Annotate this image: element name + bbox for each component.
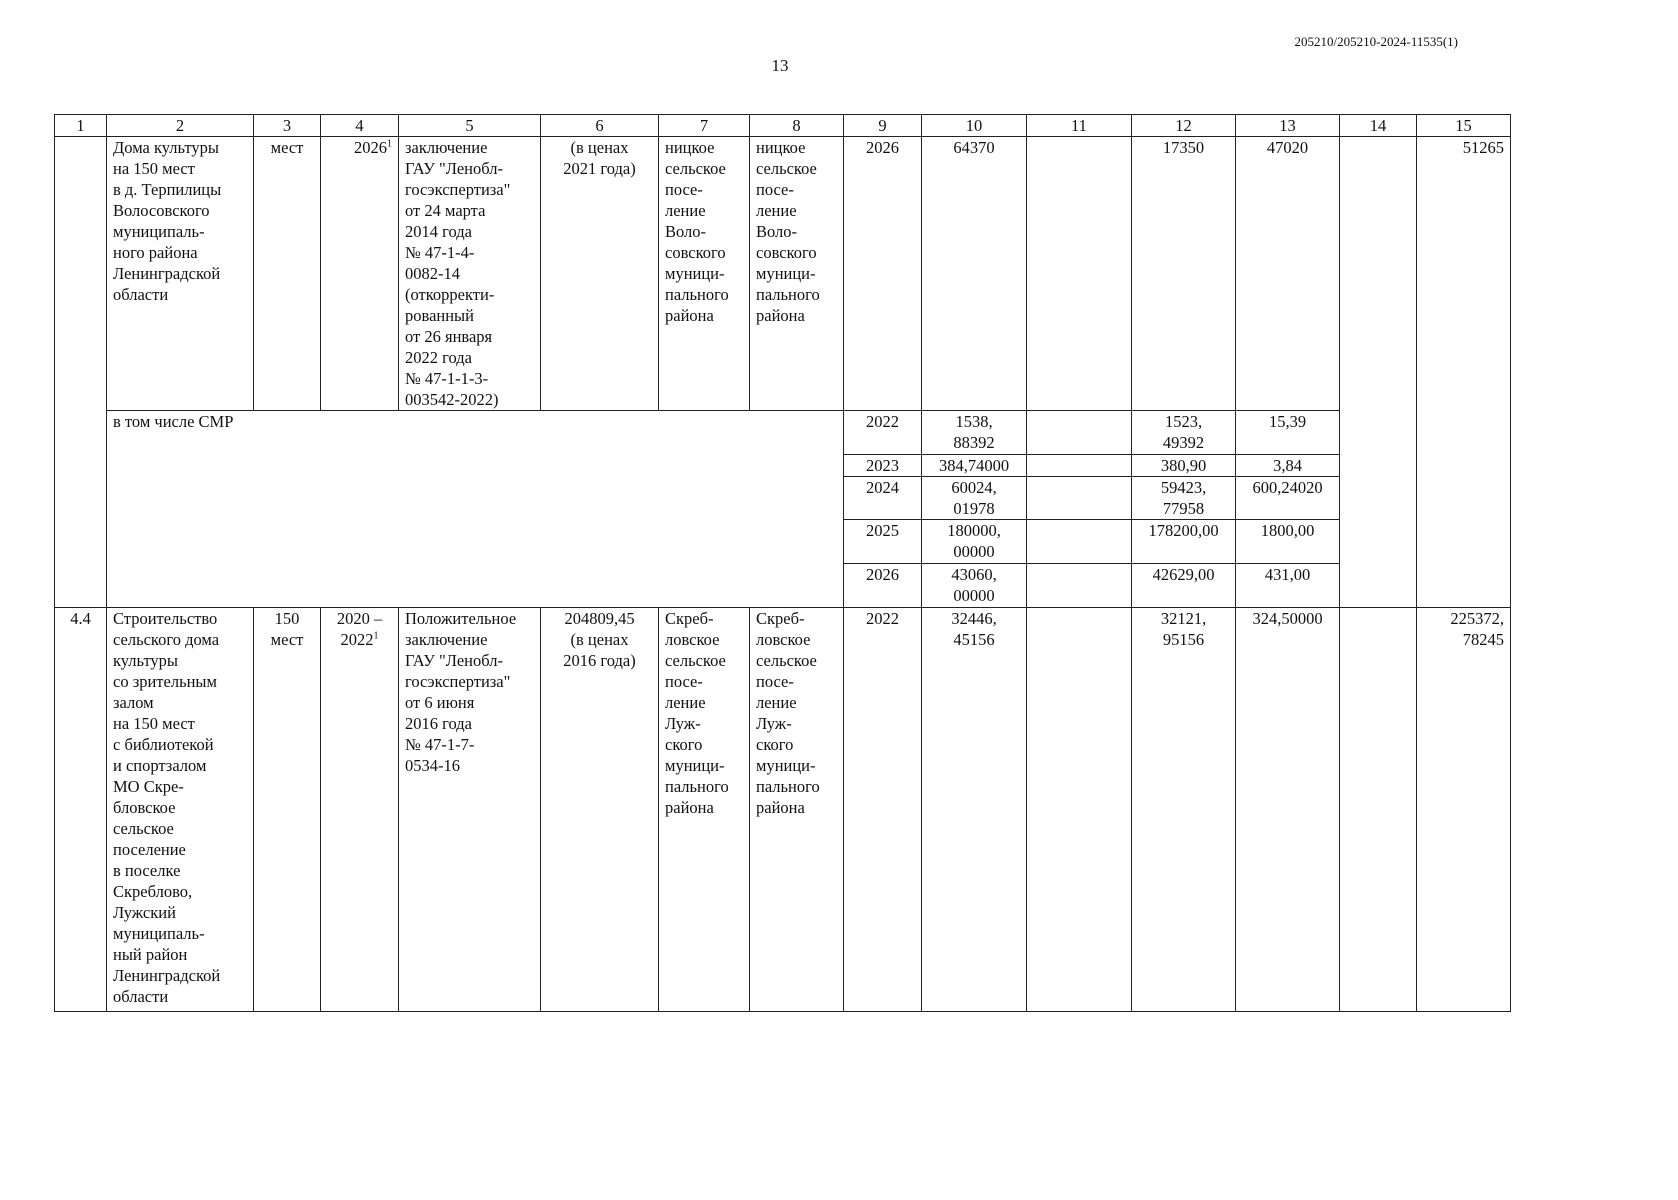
column-number: 9 — [844, 115, 922, 137]
total-cell: 384,74000 — [922, 455, 1027, 477]
table-row — [55, 411, 1511, 455]
other-sources-cell — [1340, 137, 1417, 608]
expertise-cell: заключение ГАУ "Ленобл- госэкспертиза" от 24 марта 2014 года № 47-1-4- 0082-14 (откорректи- рованный от 26 января 2022 года № 47-1-1-3- 003542-2022) — [399, 137, 541, 411]
capacity-cell: мест — [254, 137, 321, 411]
regional-budget-cell: 32121, 95156 — [1132, 608, 1236, 1012]
page-number: 13 — [771, 56, 789, 75]
column-number-row — [55, 115, 1511, 137]
column-number: 13 — [1236, 115, 1340, 137]
column-number: 15 — [1417, 115, 1511, 137]
other-sources-cell — [1340, 608, 1417, 1012]
regional-budget-cell: 59423, 77958 — [1132, 477, 1236, 520]
local-budget-cell: 1800,00 — [1236, 520, 1340, 564]
local-budget-cell: 3,84 — [1236, 455, 1340, 477]
federal-budget-cell — [1027, 455, 1132, 477]
remaining-cost-cell: 225372, 78245 — [1417, 608, 1511, 1012]
customer-cell: Скреб- ловское сельское посе- ление Луж- ского муници- пального района — [659, 608, 750, 1012]
local-budget-cell: 324,50000 — [1236, 608, 1340, 1012]
regional-budget-cell: 42629,00 — [1132, 564, 1236, 608]
column-number: 5 — [399, 115, 541, 137]
column-number: 11 — [1027, 115, 1132, 137]
year-cell: 2022 — [844, 411, 922, 455]
commission-year: 2026 — [354, 138, 387, 157]
capacity-cell: 150 мест — [254, 608, 321, 1012]
column-number: 1 — [55, 115, 107, 137]
regional-budget-cell: 178200,00 — [1132, 520, 1236, 564]
regional-budget-cell: 17350 — [1132, 137, 1236, 411]
column-number: 14 — [1340, 115, 1417, 137]
total-cell: 32446, 45156 — [922, 608, 1027, 1012]
total-cell: 64370 — [922, 137, 1027, 411]
customer-cell: ницкое сельское посе- ление Воло- совского муници- пального района — [659, 137, 750, 411]
owner-cell: ницкое сельское посе- ление Воло- совского муници- пального района — [750, 137, 844, 411]
total-cell: 43060, 00000 — [922, 564, 1027, 608]
column-number: 4 — [321, 115, 399, 137]
federal-budget-cell — [1027, 411, 1132, 455]
column-number: 10 — [922, 115, 1027, 137]
federal-budget-cell — [1027, 477, 1132, 520]
remaining-cost-cell: 51265 — [1417, 137, 1511, 608]
column-number: 6 — [541, 115, 659, 137]
footnote-mark: 1 — [373, 630, 379, 642]
federal-budget-cell — [1027, 520, 1132, 564]
owner-cell: Скреб- ловское сельское посе- ление Луж- ского муници- пального района — [750, 608, 844, 1012]
total-cell: 180000, 00000 — [922, 520, 1027, 564]
year-cell: 2023 — [844, 455, 922, 477]
table-row — [55, 608, 1511, 1012]
federal-budget-cell — [1027, 564, 1132, 608]
estimated-cost-cell: (в ценах 2021 года) — [541, 137, 659, 411]
table-row — [55, 137, 1511, 411]
regional-budget-cell: 380,90 — [1132, 455, 1236, 477]
regional-budget-cell: 1523, 49392 — [1132, 411, 1236, 455]
total-cell: 60024, 01978 — [922, 477, 1027, 520]
column-number: 8 — [750, 115, 844, 137]
row-number-cell — [55, 137, 107, 608]
year-cell: 2022 — [844, 608, 922, 1012]
year-cell: 2026 — [844, 564, 922, 608]
year-cell: 2026 — [844, 137, 922, 411]
column-number: 2 — [107, 115, 254, 137]
local-budget-cell: 47020 — [1236, 137, 1340, 411]
local-budget-cell: 600,24020 — [1236, 477, 1340, 520]
federal-budget-cell — [1027, 137, 1132, 411]
investment-program-table — [54, 114, 1511, 1012]
estimated-cost-cell: 204809,45 (в ценах 2016 года) — [541, 608, 659, 1012]
column-number: 3 — [254, 115, 321, 137]
column-number: 7 — [659, 115, 750, 137]
expertise-cell: Положительное заключение ГАУ "Ленобл- госэкспертиза" от 6 июня 2016 года № 47-1-7- 0534-16 — [399, 608, 541, 1012]
object-name-cell: Строительство сельского дома культуры со зрительным залом на 150 мест с библиотекой и спортзалом МО Скре- бловское сельское поселение в поселке Скреблово, Лужский муниципаль- ный район Ленинградской области — [107, 608, 254, 1012]
row-number-cell: 4.4 — [55, 608, 107, 1012]
smr-label-cell: в том числе СМР — [107, 411, 844, 608]
object-name-cell: Дома культуры на 150 мест в д. Терпилицы Волосовского муниципаль- ного района Ленинградской области — [107, 137, 254, 411]
commission-year-cell — [321, 137, 399, 411]
year-cell: 2024 — [844, 477, 922, 520]
document-id: 205210/205210-2024-11535(1) — [1294, 34, 1458, 49]
local-budget-cell: 431,00 — [1236, 564, 1340, 608]
year-cell: 2025 — [844, 520, 922, 564]
total-cell: 1538, 88392 — [922, 411, 1027, 455]
column-number: 12 — [1132, 115, 1236, 137]
commission-year: 2020 – 2022 — [336, 609, 383, 649]
commission-year-cell — [321, 608, 399, 1012]
local-budget-cell: 15,39 — [1236, 411, 1340, 455]
footnote-mark: 1 — [387, 138, 392, 150]
federal-budget-cell — [1027, 608, 1132, 1012]
